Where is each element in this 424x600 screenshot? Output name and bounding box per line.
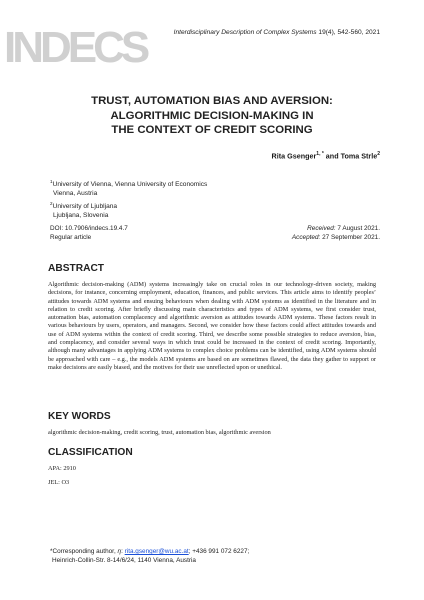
article-meta: [50, 225, 128, 242]
corresponding-author-footnote: [50, 548, 249, 565]
affiliation: [50, 178, 207, 198]
author-affiliation-mark: 1, *: [316, 151, 324, 157]
author-affiliation-mark: 2: [377, 151, 380, 157]
affiliation-line: University of Vienna, Vienna University of Economics: [52, 181, 208, 189]
author-list: [272, 151, 380, 160]
received-date: 7 August 2021.: [335, 225, 380, 232]
journal-logo: [4, 20, 147, 72]
accepted-label: Accepted:: [291, 233, 321, 241]
author-connector: and: [323, 151, 341, 161]
affiliation-line: University of Ljubljana: [52, 203, 118, 211]
footnote-prefix: *Corresponding author,: [50, 548, 118, 555]
doi: DOI: 10.7906/indecs.19.4.7: [50, 225, 128, 232]
classification-heading: CLASSIFICATION: [48, 447, 133, 458]
title-line: ALGORITHMIC DECISION-MAKING IN: [110, 109, 314, 122]
affiliation: [50, 200, 117, 220]
footnote-colon: :: [121, 548, 125, 555]
affiliation-number: 2: [50, 201, 53, 206]
article-dates: [292, 225, 380, 242]
running-header: [174, 29, 380, 36]
author-name: Rita Gsenger: [271, 151, 317, 161]
accepted-date: 27 September 2021.: [320, 233, 380, 241]
abstract-body: [48, 281, 376, 372]
affiliation-line: Ljubljana, Slovenia: [53, 211, 109, 219]
article-type: Regular article: [50, 233, 92, 241]
classification-jel: JEL: O3: [48, 479, 70, 486]
abstract-heading: ABSTRACT: [48, 263, 105, 274]
title-line: TRUST, AUTOMATION BIAS AND AVERSION:: [91, 95, 333, 107]
title-line: THE CONTEXT OF CREDIT SCORING: [111, 124, 313, 137]
classification-apa: APA: 2910: [48, 465, 76, 472]
paper-title: [40, 94, 384, 138]
author-name: Toma Strle: [340, 151, 378, 161]
abstract-text: Algorithmic decision-making (ADM) systems increasingly take on crucial roles in our technology-driven society, making decisions, for instance, concerning employment, education, finances, and public services. This article aims to identify peoples’ attitudes towards ADM systems and ensuing behaviours when dealing with ADM systems as identified in the literature and in relation to credit scoring. After briefly discussing main characteristics and types of ADM systems, we first consider trust, automation bias, automation complacency and algorithmic aversion as attitudes towards ADM systems. These factors result in various behaviours by users, operators, and managers. Second, we consider how these factors could affect attitudes towards and use of ADM systems within the context of credit scoring. Third, we describe some possible strategies to reduce aversion, bias, and complacency, and consider several ways in which trust could be increased in the context of credit scoring. Importantly, although many advantages in applying ADM systems to complex choice problems can be identified, using ADM systems should be approached with care – e.g., the models ADM systems are based on are sometimes flawed, the data they gather to support or make decisions are easily biased, and the motives for their use unreflected upon or unethical.: [48, 281, 376, 371]
received-label: Received:: [307, 225, 336, 232]
phone-number: ; +436 991 072 6227;: [188, 548, 250, 555]
affiliation-number: 1: [50, 179, 53, 184]
journal-name: Interdisciplinary Description of Complex Systems: [173, 29, 317, 36]
logo-text: INDECS: [4, 23, 147, 72]
phone-symbol: η: [117, 548, 122, 555]
keywords-heading: KEY WORDS: [48, 411, 111, 422]
affiliation-line: Vienna, Austria: [53, 189, 98, 197]
volume-pages: 19(4), 542-560, 2021: [318, 29, 380, 36]
keywords-text: algorithmic decision-making, credit scoring, trust, automation bias, algorithmic aversion: [48, 429, 271, 436]
email-link[interactable]: rita.gsenger@wu.ac.at: [124, 548, 189, 555]
postal-address: Heinrich-Collin-Str. 8-14/6/24, 1140 Vienna, Austria: [52, 556, 196, 564]
